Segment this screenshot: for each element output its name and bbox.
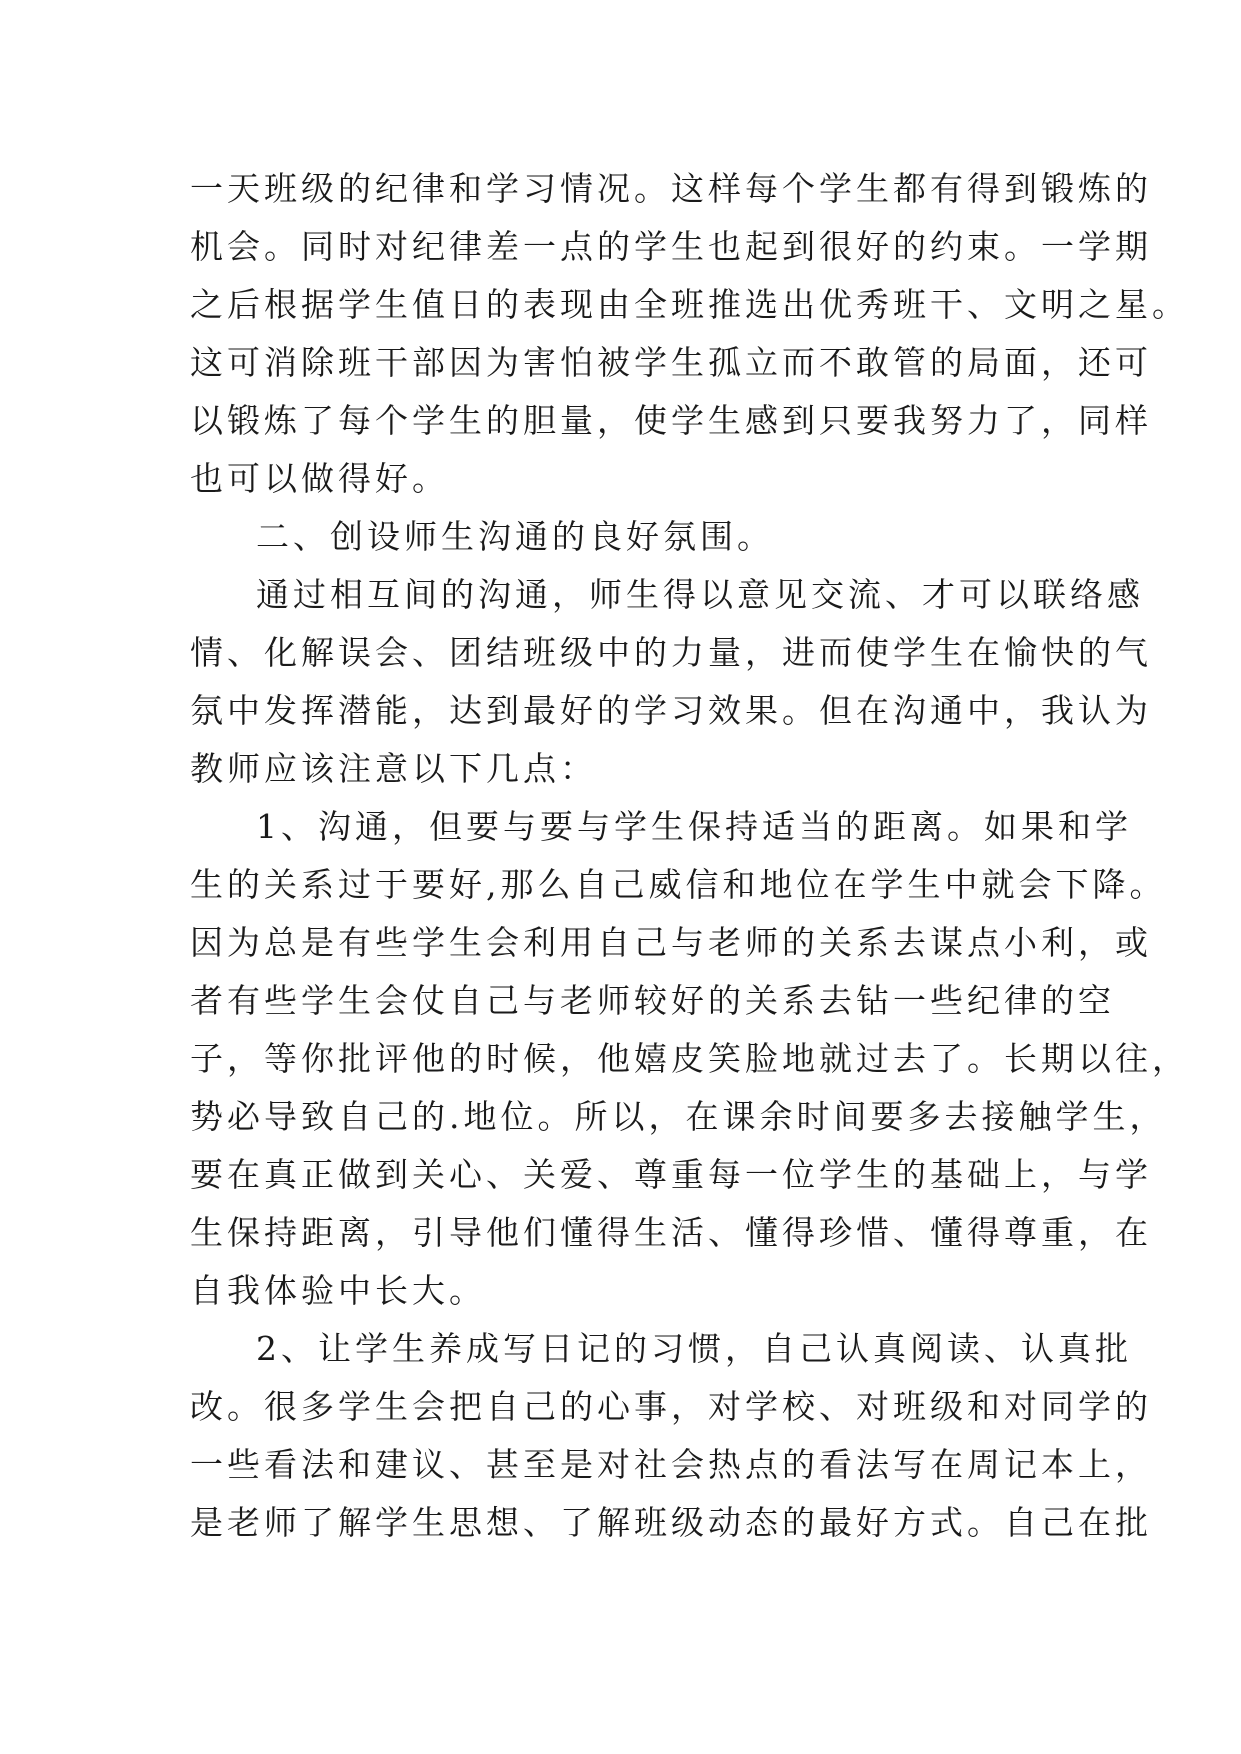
text-line: 通过相互间的沟通，师生得以意见交流、才可以联络感 [256,575,1144,614]
text-line: 者有些学生会仗自己与老师较好的关系去钻一些纪律的空 [190,981,1115,1020]
text-line: 是老师了解学生思想、了解班级动态的最好方式。自己在批 [190,1503,1152,1542]
body-text [190,160,1189,1552]
text-line: 之后根据学生值日的表现由全班推选出优秀班干、文明之星。 [190,285,1189,324]
text-line: 子，等你批评他的时候，他嬉皮笑脸地就过去了。长期以往， [190,1039,1189,1078]
text-line: 1、沟通，但要与要与学生保持适当的距离。如果和学 [256,807,1132,846]
text-line: 自我体验中长大。 [190,1271,486,1310]
text-line: 也可以做得好。 [190,459,449,498]
text-line: 因为总是有些学生会利用自己与老师的关系去谋点小利，或 [190,923,1152,962]
text-line: 机会。同时对纪律差一点的学生也起到很好的约束。一学期 [190,227,1152,266]
text-line: 2、让学生养成写日记的习惯，自己认真阅读、认真批 [256,1329,1132,1368]
text-line: 势必导致自己的.地位。所以，在课余时间要多去接触学生， [190,1097,1167,1136]
text-line: 一些看法和建议、甚至是对社会热点的看法写在周记本上， [190,1445,1152,1484]
text-line: 生保持距离，引导他们懂得生活、懂得珍惜、懂得尊重，在 [190,1213,1152,1252]
text-line: 要在真正做到关心、关爱、尊重每一位学生的基础上，与学 [190,1155,1152,1194]
text-line: 一天班级的纪律和学习情况。这样每个学生都有得到锻炼的 [190,169,1152,208]
text-line: 生的关系过于要好,那么自己威信和地位在学生中就会下降。 [190,865,1167,904]
text-line: 氛中发挥潜能，达到最好的学习效果。但在沟通中，我认为 [190,691,1152,730]
text-line: 二、创设师生沟通的良好氛围。 [256,517,774,556]
text-line: 情、化解误会、团结班级中的力量，进而使学生在愉快的气 [190,633,1152,672]
text-line: 教师应该注意以下几点： [190,749,597,788]
text-line: 以锻炼了每个学生的胆量，使学生感到只要我努力了，同样 [190,401,1152,440]
text-line: 这可消除班干部因为害怕被学生孤立而不敢管的局面，还可 [190,343,1152,382]
text-line: 改。很多学生会把自己的心事，对学校、对班级和对同学的 [190,1387,1152,1426]
